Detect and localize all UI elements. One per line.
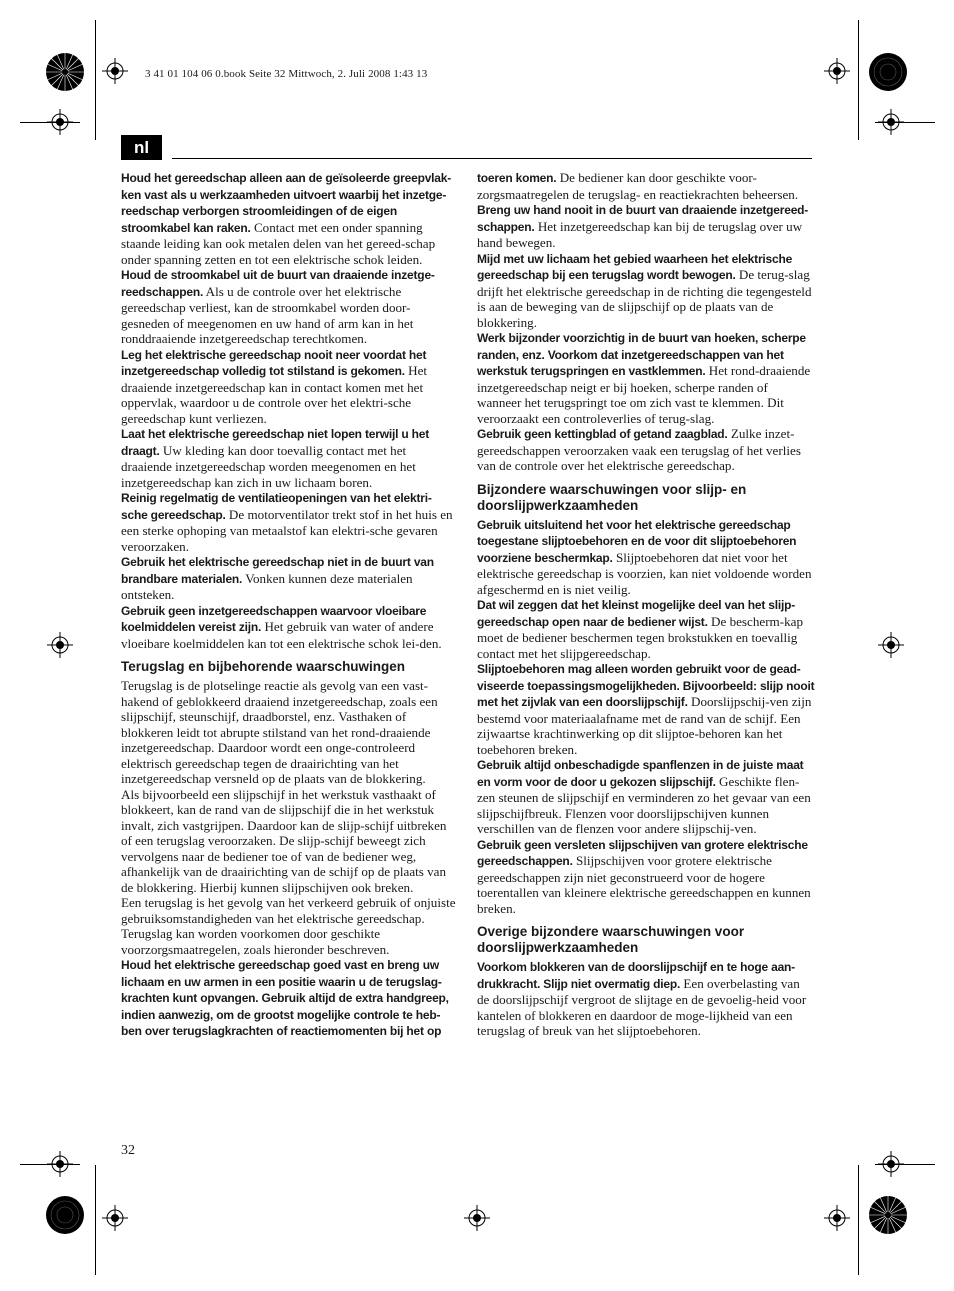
paragraph <box>121 267 458 347</box>
paragraph <box>121 347 458 427</box>
file-info-header: 3 41 01 104 06 0.book Seite 32 Mittwoch, 2. Juli 2008 1:43 13 <box>145 68 428 80</box>
bold-lead: toeren komen. <box>477 171 557 185</box>
body-text: Vonken kunnen deze materialen ontsteken. <box>121 570 413 602</box>
body-text: Het gebruik van water of andere vloeibare koelmiddelen kan tot een elektrische schok lei-den. <box>121 619 442 651</box>
left-column <box>121 170 458 1040</box>
header-rule <box>172 158 812 159</box>
bold-lead: Gebruik geen inzetgereedschappen waarvoor vloeibare koelmiddelen vereist zijn. <box>121 603 427 634</box>
paragraph <box>477 757 815 837</box>
crosshair-icon <box>878 1151 904 1177</box>
registration-starburst-icon <box>45 52 85 92</box>
body-text: Uw kleding kan door toevallig contact met het draaiende inzetgereedschap worden meegenomen en het inzetgereedschap kan zich in uw lichaam boren. <box>121 442 416 490</box>
paragraph <box>121 957 458 1040</box>
crosshair-icon <box>102 1205 128 1231</box>
body-text: De bediener kan door geschikte voor-zorgsmaatregelen de terugslag- en reactiekrachten beheersen. <box>477 170 799 202</box>
registration-starburst-icon <box>868 1195 908 1235</box>
bold-lead: Gebruik het elektrische gereedschap niet in de buurt van brandbare materialen. <box>121 555 434 586</box>
bold-lead: Mijd met uw lichaam het gebied waarheen het elektrische gereedschap bij een terugslag wordt bewogen. <box>477 251 793 282</box>
bold-lead: Reinig regelmatig de ventilatieopeningen van het elektri-sche gereedschap. <box>121 491 432 522</box>
bold-lead: Gebruik altijd onbeschadigde spanflenzen in de juiste maat en vorm voor de door u gekozen slijpschijf. <box>477 758 804 789</box>
body-text: Slijptoebehoren dat niet voor het elektrische gereedschap is voorzien, kan niet voldoende worden afgeschermd en is niet veilig. <box>477 549 812 597</box>
crosshair-icon <box>47 1151 73 1177</box>
paragraph <box>477 426 815 474</box>
bold-lead: Leg het elektrische gereedschap nooit neer voordat het inzetgereedschap volledig tot stilstand is gekomen. <box>121 347 427 378</box>
body-text: Het draaiende inzetgereedschap kan in contact komen met het oppervlak, waardoor u de controle over het elektri-sche gereedschap kunt verliezen. <box>121 363 428 426</box>
crosshair-icon <box>102 58 128 84</box>
section-heading: Bijzondere waarschuwingen voor slijp- en doorslijpwerkzaamheden <box>477 481 747 513</box>
body-text: De terug-slag drijft het elektrische gereedschap in de richting die tegengesteld is aan de beweging van de slijpschijf op de plaats van de blokkering. <box>477 267 812 330</box>
bold-lead: Gebruik uitsluitend het voor het elektrische gereedschap toegestane slijptoebehoren en de voor dit slijptoebehoren voorziene beschermkap. <box>477 517 797 565</box>
paragraph <box>477 202 815 251</box>
paragraph <box>121 603 458 652</box>
bold-lead: Houd de stroomkabel uit de buurt van draaiende inzetge-reedschappen. <box>121 268 435 299</box>
bold-lead: Houd het elektrische gereedschap goed vast en breng uw lichaam en uw armen in een positie waarin u de terugslag-krachten kunt opvangen. Gebruik altijd de extra handgreep, indien aanwezig, om de grootst mogelijke controle te heb-ben over terugslagkrachten of reactiemomenten bij het op <box>121 958 449 1038</box>
section-heading: Terugslag en bijbehorende waarschuwingen <box>121 659 406 674</box>
crosshair-icon <box>824 58 850 84</box>
paragraph <box>477 170 815 202</box>
body-text: Doorslijpschij-ven zijn bestemd voor materiaalafname met de rand van de schijf. Een zijwaartse krachtinwerking op dit slijptoe-behoren kan het toebehoren breken. <box>477 694 812 757</box>
bold-lead: Voorkom blokkeren van de doorslijpschijf en te hoge aan-drukkracht. Slijp niet overmatig diep. <box>477 960 795 991</box>
paragraph <box>477 517 815 598</box>
paragraph <box>477 661 815 757</box>
paragraph <box>477 330 815 426</box>
crosshair-icon <box>47 109 73 135</box>
body-text: Zulke inzet-gereedschappen veroorzaken vaak een terugslag of het verlies van de controle over het elektrische gereedschap. <box>477 426 801 473</box>
paragraph <box>477 959 815 1039</box>
paragraph <box>121 554 458 603</box>
body-text: Geschikte flen-zen steunen de slijpschijf en verminderen zo het gevaar van een slijpschijfbreuk. Flenzen voor doorslijpschijven kunnen verschillen van de flenzen voor andere slijpschij-ven. <box>477 773 811 836</box>
registration-starburst-icon <box>45 1195 85 1235</box>
bold-lead: Gebruik geen versleten slijpschijven van grotere elektrische gereedschappen. <box>477 837 808 868</box>
body-text: Het inzetgereedschap kan bij de terugslag over uw hand bewegen. <box>477 218 803 250</box>
paragraph <box>121 787 458 896</box>
paragraph <box>121 895 458 957</box>
body-text: Terugslag is de plotselinge reactie als gevolg van een vast-hakend of geblokkeerd draaiend inzetgereedschap, zoals een slijpschijf, steunschijf, draadborstel, enz. Vasthaken of blokkeren leidt tot abrupte stilstand van het rond-draaiende inzetgereedschap. Daardoor wordt een onge-controleerd elektrisch gereedschap tegen de draairichting van het inzetgereedschap versneld op de plaats van de blokkering. <box>121 678 438 786</box>
body-text: Als u de controle over het elektrische gereedschap verliest, kan de stroomkabel worden door-gesneden of meegenomen en uw hand of arm kan in het ronddraaiende inzetgereedschap terechtkomen. <box>121 283 414 346</box>
crosshair-icon <box>878 632 904 658</box>
body-text: Contact met een onder spanning staande leiding kan ook metalen delen van het gereed-schap onder spanning zetten en tot een elektrische schok leiden. <box>121 219 436 267</box>
bold-lead: Breng uw hand nooit in de buurt van draaiende inzetgereed-schappen. <box>477 203 809 234</box>
language-badge: nl <box>121 135 162 160</box>
body-text: Slijpschijven voor grotere elektrische gereedschappen zijn niet geconstrueerd voor de hogere toerentallen van kleinere elektrische gereedschappen en kunnen breken. <box>477 853 811 916</box>
paragraph <box>477 251 815 331</box>
section-heading: Overige bijzondere waarschuwingen voor doorslijpwerkzaamheden <box>477 924 745 955</box>
paragraph <box>121 170 458 267</box>
paragraph <box>121 490 458 554</box>
body-text: De bescherm-kap moet de bediener beschermen tegen brokstukken en toevallig contact met het slijpgereedschap. <box>477 613 803 661</box>
body-text: Als bijvoorbeeld een slijpschijf in het werkstuk vasthaakt of blokkeert, kan de rand van de slijpschijf die in het werkstuk invalt, zich vastgrijpen. Daardoor kan de slijp-schijf uitbreken of een terugslag veroorzaken. De slijp-schijf beweegt zich vervolgens naar de bediener toe of van de bediener weg, afhankelijk van de draairichting van de schijf op de plaats van de blokkering. Hierbij kunnen slijpschijven ook breken. <box>121 786 447 895</box>
body-text: Het rond-draaiende inzetgereedschap neigt er bij hoeken, scherpe randen of wanneer het terugspringt toe om zich vast te klemmen. Dit veroorzaakt een controleverlies of terug-slag. <box>477 363 811 426</box>
paragraph <box>477 597 815 661</box>
bold-lead: Houd het gereedschap alleen aan de geïsoleerde greepvlak-ken vast als u werkzaamheden uitvoert waarbij het inzetge-reedschap verborgen stroomleidingen of de eigen stroomkabel kan raken. <box>121 171 452 235</box>
bold-lead: Werk bijzonder voorzichtig in de buurt van hoeken, scherpe randen, enz. Voorkom dat inzetgereedschappen van het werkstuk terugspringen en vastklemmen. <box>477 331 806 378</box>
right-column <box>477 170 815 1039</box>
body-text: Een overbelasting van de doorslijpschijf vergroot de slijtage en de gevoelig-heid voor kantelen of blokkeren en daardoor de moge-lijkheid van een terugslag of breuk van het slijptoebehoren. <box>477 975 807 1038</box>
bold-lead: Laat het elektrische gereedschap niet lopen terwijl u het draagt. <box>121 427 430 458</box>
bold-lead: Slijptoebehoren mag alleen worden gebruikt voor de gead-viseerde toepassingsmogelijkheden. Bijvoorbeeld: slijp nooit met het zijvlak van een doorslijpschijf. <box>477 662 815 709</box>
crosshair-icon <box>47 632 73 658</box>
paragraph <box>121 426 458 490</box>
page-number: 32 <box>121 1143 135 1158</box>
crosshair-icon <box>878 109 904 135</box>
paragraph <box>477 837 815 917</box>
crosshair-icon <box>824 1205 850 1231</box>
crosshair-icon <box>464 1205 490 1231</box>
paragraph <box>121 678 458 787</box>
body-text: Een terugslag is het gevolg van het verkeerd gebruik of onjuiste gebruiksomstandigheden van het elektrische gereedschap. Terugslag kan worden voorkomen door geschikte voorzorgsmaatregelen, zoals hieronder beschreven. <box>121 895 456 957</box>
bold-lead: Dat wil zeggen dat het kleinst mogelijke deel van het slijp-gereedschap open naar de bediener wijst. <box>477 598 796 629</box>
body-text: De motorventilator trekt stof in het huis en een sterke ophoping van metaalstof kan elektri-sche gevaren veroorzaken. <box>121 506 453 554</box>
registration-starburst-icon <box>868 52 908 92</box>
bold-lead: Gebruik geen kettingblad of getand zaagblad. <box>477 427 728 441</box>
